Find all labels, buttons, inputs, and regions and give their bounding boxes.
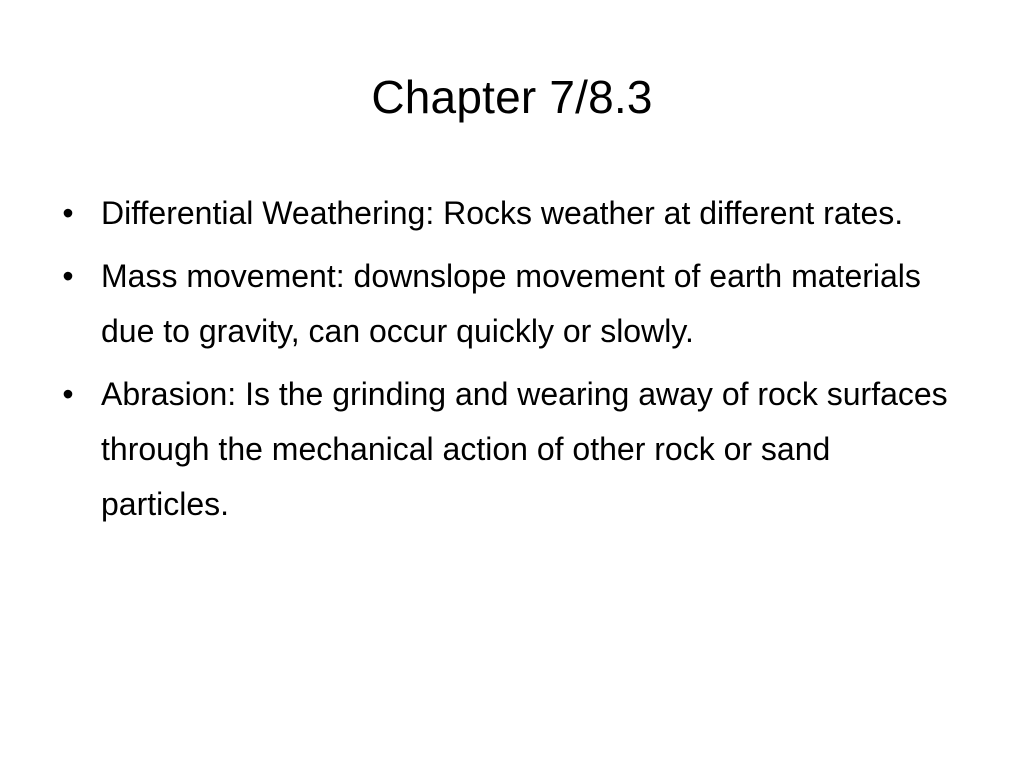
bullet-text: Mass movement: downslope movement of earth materials due to gravity, can occur quickly or slowly. <box>101 258 921 349</box>
bullet-item-differential-weathering <box>58 186 958 241</box>
bullet-marker: • <box>62 376 74 412</box>
bullet-item-mass-movement <box>58 249 958 359</box>
bullet-marker: • <box>62 195 74 231</box>
slide-title: Chapter 7/8.3 <box>371 71 653 123</box>
bullet-list <box>58 186 958 540</box>
bullet-text: Abrasion: Is the grinding and wearing away of rock surfaces through the mechanical action of other rock or sand particles. <box>101 376 948 522</box>
bullet-item-abrasion <box>58 367 958 532</box>
bullet-text: Differential Weathering: Rocks weather at different rates. <box>101 195 904 231</box>
bullet-marker: • <box>62 258 74 294</box>
